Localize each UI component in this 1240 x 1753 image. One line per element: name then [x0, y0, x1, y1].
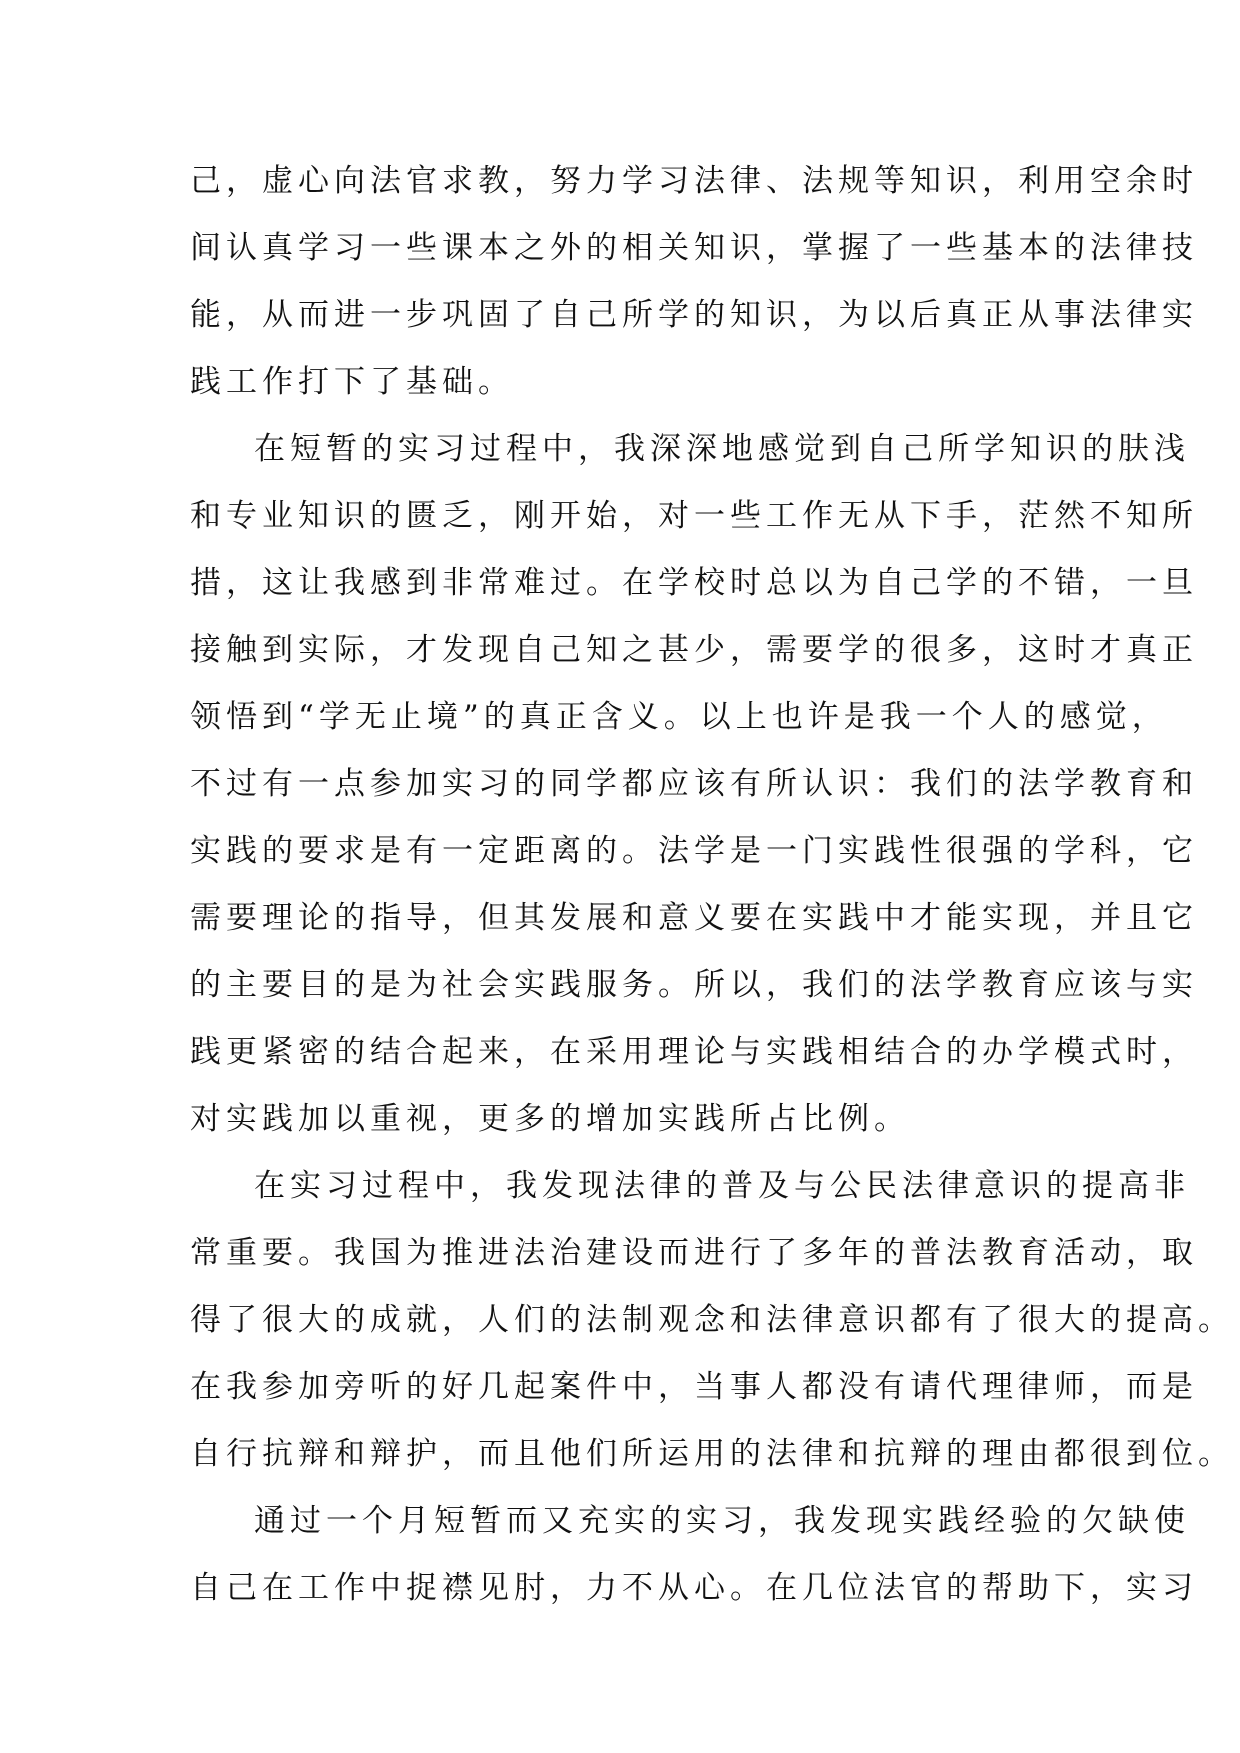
text-line: 能，从而进一步巩固了自己所学的知识，为以后真正从事法律实 — [190, 297, 1198, 333]
text-line: 和专业知识的匮乏，刚开始，对一些工作无从下手，茫然不知所 — [190, 498, 1198, 534]
text-line: 不过有一点参加实习的同学都应该有所认识：我们的法学教育和 — [190, 766, 1198, 802]
text-line: 实践的要求是有一定距离的。法学是一门实践性很强的学科，它 — [190, 833, 1198, 869]
paragraph-1 — [190, 148, 1198, 416]
text-line: 己，虚心向法官求教，努力学习法律、法规等知识，利用空余时 — [190, 163, 1198, 199]
text-line: 得了很大的成就，人们的法制观念和法律意识都有了很大的提高。 — [190, 1302, 1234, 1338]
text-line: 自行抗辩和辩护，而且他们所运用的法律和抗辩的理由都很到位。 — [190, 1436, 1234, 1472]
text-line: 需要理论的指导，但其发展和意义要在实践中才能实现，并且它 — [190, 900, 1198, 936]
text-line: 践工作打下了基础。 — [190, 364, 514, 400]
text-line: 践更紧密的结合起来，在采用理论与实践相结合的办学模式时， — [190, 1034, 1198, 1070]
text-line: 对实践加以重视，更多的增加实践所占比例。 — [190, 1101, 910, 1137]
text-line: 的主要目的是为社会实践服务。所以，我们的法学教育应该与实 — [190, 967, 1198, 1003]
text-line: 接触到实际，才发现自己知之甚少，需要学的很多，这时才真正 — [190, 632, 1198, 668]
paragraph-3 — [190, 1153, 1234, 1488]
text-line: 在短暂的实习过程中，我深深地感觉到自己所学知识的肤浅 — [254, 431, 1190, 467]
text-line: 领悟到“学无止境”的真正含义。以上也许是我一个人的感觉， — [190, 699, 1168, 735]
text-line: 常重要。我国为推进法治建设而进行了多年的普法教育活动，取 — [190, 1235, 1198, 1271]
paragraph-2 — [190, 416, 1198, 1153]
text-line: 自己在工作中捉襟见肘，力不从心。在几位法官的帮助下，实习 — [190, 1570, 1198, 1606]
text-line: 在我参加旁听的好几起案件中，当事人都没有请代理律师，而是 — [190, 1369, 1198, 1405]
document-body — [190, 148, 1234, 1622]
text-line: 措，这让我感到非常难过。在学校时总以为自己学的不错，一旦 — [190, 565, 1198, 601]
text-line: 在实习过程中，我发现法律的普及与公民法律意识的提高非 — [254, 1168, 1190, 1204]
text-line: 通过一个月短暂而又充实的实习，我发现实践经验的欠缺使 — [254, 1503, 1190, 1539]
paragraph-4 — [190, 1488, 1198, 1622]
text-line: 间认真学习一些课本之外的相关知识，掌握了一些基本的法律技 — [190, 230, 1198, 266]
